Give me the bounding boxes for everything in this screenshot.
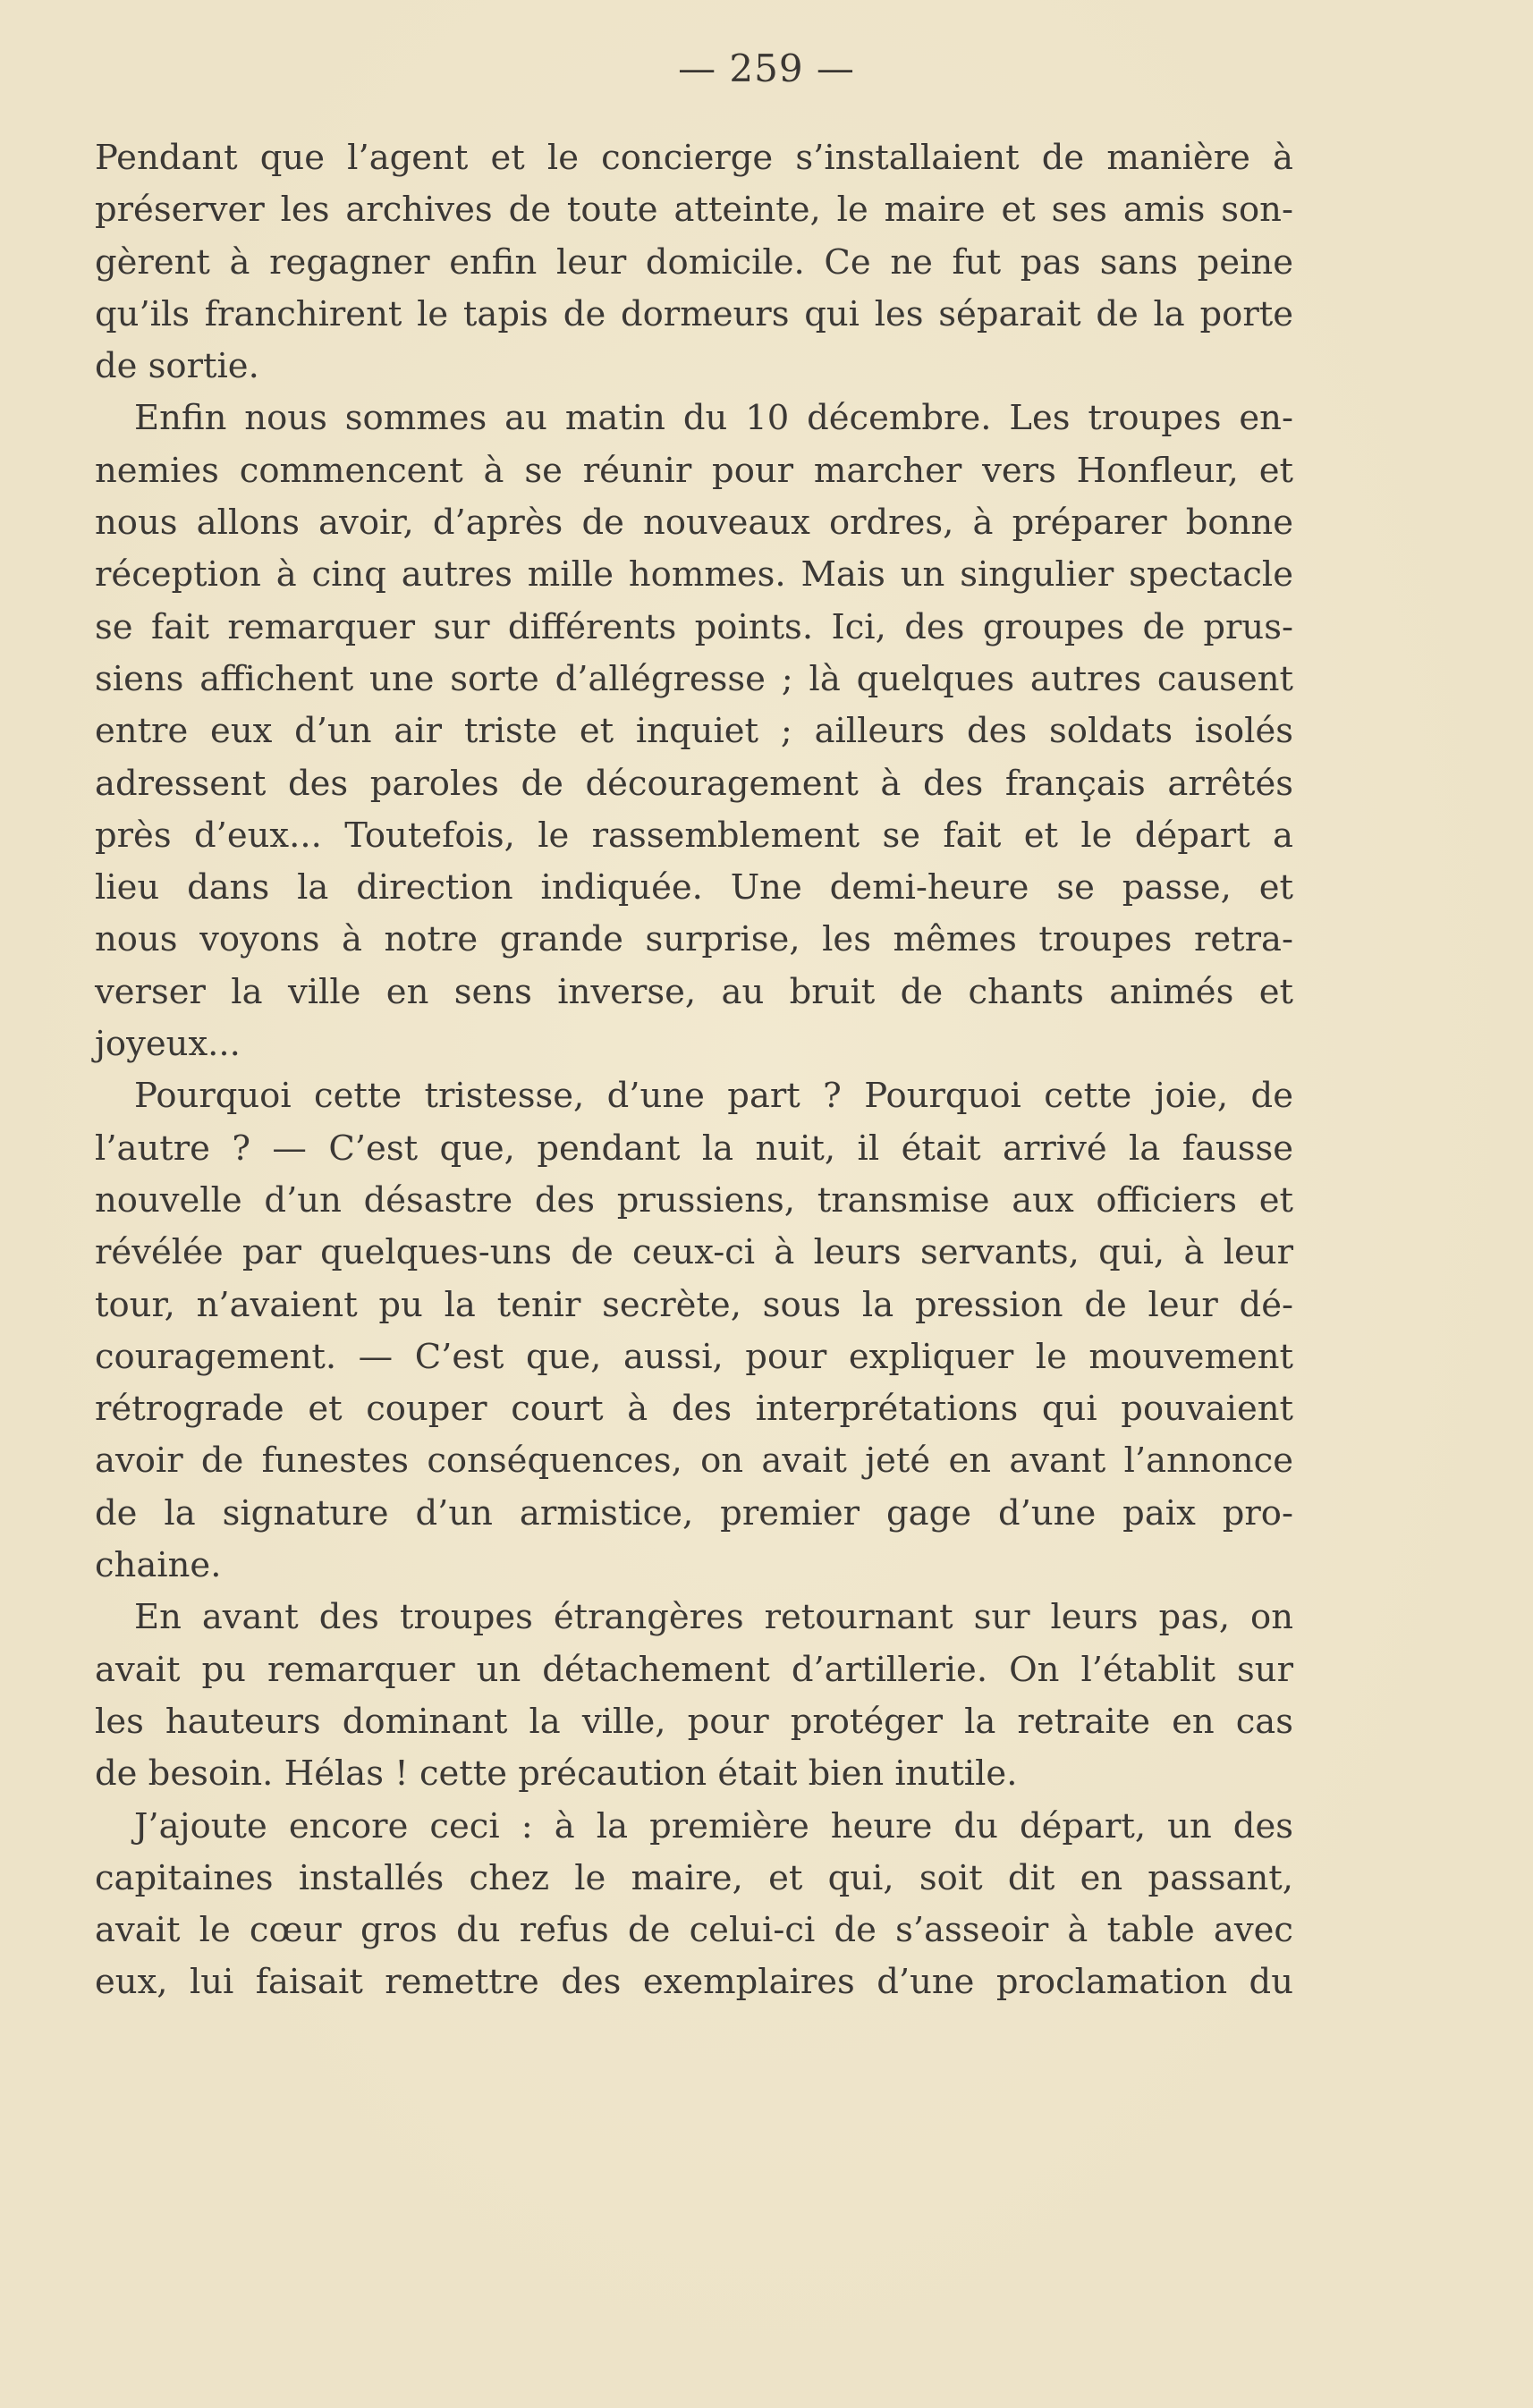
text-line: nemies commencent à se réunir pour marcher vers Honfleur, et — [95, 450, 1293, 491]
text-line: avoir de funestes conséquences, on avait jeté en avant l’annonce — [95, 1441, 1293, 1482]
text-line: révélée par quelques-uns de ceux-ci à leurs servants, qui, à leur — [95, 1232, 1293, 1273]
text-line: chaine. — [95, 1545, 222, 1586]
text-line: lieu dans la direction indiquée. Une demi-heure se passe, et — [95, 867, 1293, 908]
text-line: qu’ils franchirent le tapis de dormeurs qui les séparait de la porte — [95, 293, 1293, 334]
text-line: En avant des troupes étrangères retournant sur leurs pas, on — [134, 1597, 1293, 1638]
text-line: nous allons avoir, d’après de nouveaux ordres, à préparer bonne — [95, 503, 1293, 544]
text-line: près d’eux... Toutefois, le rassemblement se fait et le départ a — [95, 815, 1293, 856]
text-line: tour, n’avaient pu la tenir secrète, sous la pression de leur dé- — [95, 1284, 1293, 1325]
text-line: J’ajoute encore ceci : à la première heure du départ, un des — [134, 1805, 1293, 1846]
text-line: eux, lui faisait remettre des exemplaires d’une proclamation du — [95, 1962, 1293, 2003]
text-line: Enfin nous sommes au matin du 10 décembre. Les troupes en- — [134, 398, 1293, 439]
text-line: l’autre ? — C’est que, pendant la nuit, il était arrivé la fausse — [95, 1128, 1293, 1169]
text-line: gèrent à regagner enfin leur domicile. Ce ne fut pas sans peine — [95, 241, 1293, 283]
text-line: se fait remarquer sur différents points. Ici, des groupes de prus- — [95, 606, 1293, 647]
text-line: Pendant que l’agent et le concierge s’installaient de manière à — [95, 138, 1293, 178]
body-text — [95, 132, 1293, 2009]
text-line: préserver les archives de toute atteinte, le maire et ses amis son- — [95, 190, 1293, 231]
text-line: couragement. — C’est que, aussi, pour expliquer le mouvement — [95, 1336, 1293, 1377]
text-line: nous voyons à notre grande surprise, les mêmes troupes retra- — [95, 919, 1293, 960]
text-line: capitaines installés chez le maire, et qui, soit dit en passant, — [95, 1857, 1293, 1898]
text-line: nouvelle d’un désastre des prussiens, transmise aux officiers et — [95, 1179, 1293, 1221]
text-line: Pourquoi cette tristesse, d’une part ? Pourquoi cette joie, de — [134, 1076, 1293, 1117]
text-line: les hauteurs dominant la ville, pour protéger la retraite en cas — [95, 1701, 1293, 1742]
text-line: réception à cinq autres mille hommes. Mais un singulier spectacle — [95, 554, 1293, 596]
text-line: avait le cœur gros du refus de celui-ci de s’asseoir à table avec — [95, 1910, 1293, 1951]
text-line: siens affichent une sorte d’allégresse ; là quelques autres causent — [95, 658, 1293, 699]
text-line: entre eux d’un air triste et inquiet ; ailleurs des soldats isolés — [95, 711, 1293, 752]
text-line: adressent des paroles de découragement à des français arrêtés — [95, 763, 1293, 804]
page-number: — 259 — — [678, 46, 855, 90]
text-line: de la signature d’un armistice, premier gage d’une paix pro- — [95, 1492, 1293, 1534]
text-line: verser la ville en sens inverse, au bruit de chants animés et — [95, 971, 1293, 1012]
text-line: rétrograde et couper court à des interprétations qui pouvaient — [95, 1389, 1293, 1430]
text-line: de besoin. Hélas ! cette précaution était bien inutile. — [95, 1753, 1018, 1795]
text-line: de sortie. — [95, 346, 259, 387]
text-line: joyeux... — [95, 1024, 241, 1065]
text-line: avait pu remarquer un détachement d’artillerie. On l’établit sur — [95, 1649, 1293, 1690]
